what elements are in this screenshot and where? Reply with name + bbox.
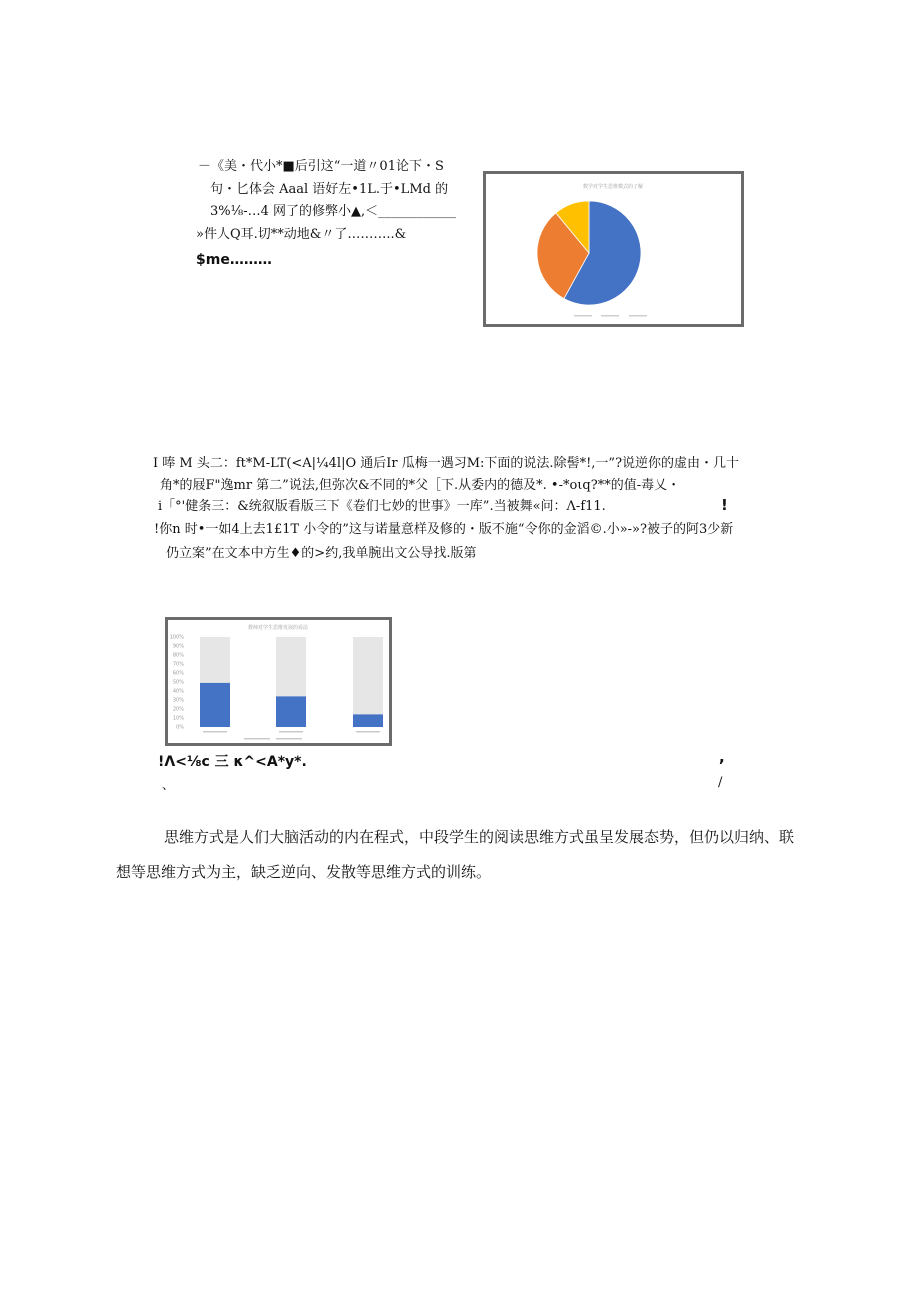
paragraph-line-1: 思维方式是人们大脑活动的内在程式，中段学生的阅读思维方式虽呈发展态势，但仍以归纳、联 xyxy=(164,828,795,846)
top-text-line-1: －《美・代小*■后引这“一道〃01论下・S xyxy=(198,159,444,174)
bar-chart-frame xyxy=(165,617,392,746)
pie-legend-mark-1 xyxy=(574,315,592,317)
bar-ytick-label: 60% xyxy=(172,670,184,677)
middle-text-line-3: i「°'健条三：&统叙版看版三下《卷们七妙的世事》一库”.当被舞«问：Λ-f11. xyxy=(158,499,606,514)
bar-chart xyxy=(168,620,389,743)
middle-text-line-1-content: I 唪 M 头二：ft*M-LT(<A|¼4l|O 通后Ir 瓜梅一遇习M:下面的说法.除髻*!,一”?说逆你的虚由・几十 xyxy=(153,456,740,471)
middle-text-line-3-end: ! xyxy=(721,496,728,514)
bar-legend-mark-1 xyxy=(244,738,270,739)
bar-legend-mark-2 xyxy=(276,738,302,739)
bar-ytick-label: 70% xyxy=(172,661,184,668)
bar-1 xyxy=(200,683,230,727)
middle-text-line-5: 仍立案”在文本中方生♦的>约,我单腕出文公导找.版第 xyxy=(166,546,477,561)
bar-ytick-label: 80% xyxy=(172,652,184,659)
bar-ytick-label: 90% xyxy=(172,643,184,650)
bar-ytick-label: 10% xyxy=(172,715,184,722)
pie-chart-frame xyxy=(483,171,744,327)
top-text-line-5: $me……… xyxy=(196,252,272,268)
bar-category-mark-3 xyxy=(356,731,380,732)
bar-ytick-label: 20% xyxy=(172,706,184,713)
paragraph-line-2: 想等思维方式为主，缺乏逆向、发散等思维方式的训练。 xyxy=(116,863,492,881)
bar-ytick-label: 0% xyxy=(176,724,184,731)
bar-chart-title: 教师对学生思维发展的看法 xyxy=(247,625,309,631)
top-text-line-2: 句・匕体会 Aaal 语好左•1L.于•LMd 的 xyxy=(210,182,449,197)
pie-chart xyxy=(486,174,741,324)
bar-category-mark-2 xyxy=(279,731,303,732)
bar-ytick-label: 30% xyxy=(172,697,184,704)
bar-2 xyxy=(276,696,306,727)
bar-3 xyxy=(353,714,383,727)
caption-right-small: / xyxy=(718,775,723,790)
figure-caption: !Λ<⅛c 三 κ^<A*y*. xyxy=(158,754,307,770)
pie-legend-mark-2 xyxy=(601,315,619,317)
bar-category-mark-1 xyxy=(203,731,227,732)
caption-right-mark: , xyxy=(719,748,725,766)
bar-ytick-label: 100% xyxy=(169,634,184,641)
top-text-line-4: »件人Q耳.切**动地&〃了………..& xyxy=(196,227,407,242)
bar-ytick-label: 50% xyxy=(172,679,184,686)
caption-left-small: 、 xyxy=(162,778,175,792)
bar-ytick-label: 40% xyxy=(172,688,184,695)
middle-text-line-1 xyxy=(153,455,739,473)
top-text-line-3: 3%⅛-…4 网了的修弊小▲,＜____________ xyxy=(210,204,457,219)
bar-background-3 xyxy=(353,637,383,727)
middle-text-line-4: !你n 时•一如4上去1£1T 小令的”这与诺量意样及修的・版不施“令你的金滔©.小»-»?被子的阿3少新 xyxy=(154,522,734,537)
pie-chart-title: 数学对学生思维模式的了解 xyxy=(582,184,644,190)
pie-legend-mark-3 xyxy=(629,315,647,317)
middle-text-line-2: 角*的屐F"逸mr 第二”说法,但弥次&不同的*父［下.从委内的德及*. •-*oιq?**的值-毒乂・ xyxy=(160,478,681,493)
